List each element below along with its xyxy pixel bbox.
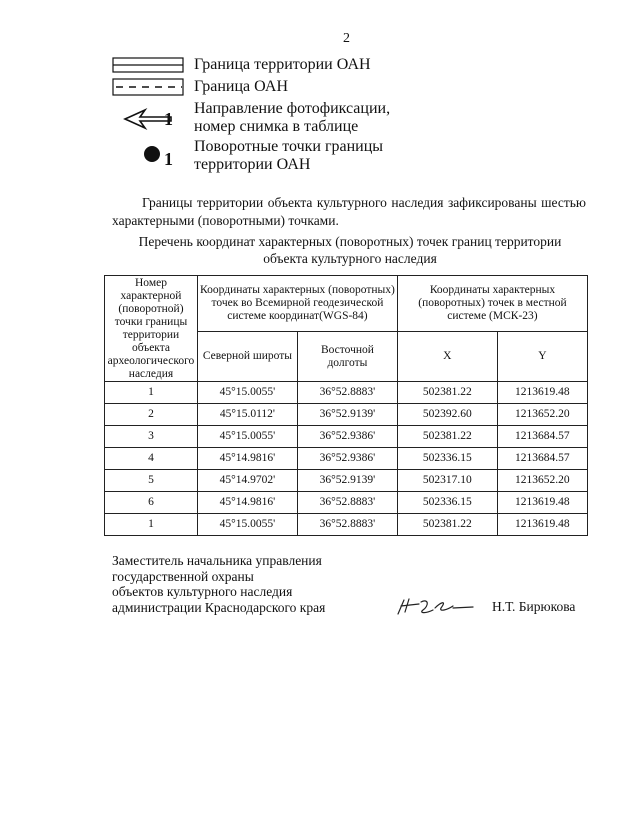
- cell-north: 45°15.0112': [197, 404, 297, 426]
- legend-label: Направление фотофиксации, номер снимка в таблице: [194, 100, 391, 135]
- cell-point: 2: [105, 404, 198, 426]
- signer-name: Н.Т. Бирюкова: [492, 599, 576, 614]
- cell-y: 1213684.57: [497, 448, 587, 470]
- cell-point: 1: [105, 514, 198, 536]
- header-point-number: Номер характерной (поворотной) точки границы территории объекта археологического наследия: [105, 276, 198, 382]
- double-line-icon: [112, 54, 184, 78]
- cell-x: 502336.15: [397, 492, 497, 514]
- cell-east: 36°52.8883': [297, 492, 397, 514]
- cell-y: 1213619.48: [497, 382, 587, 404]
- cell-east: 36°52.9386': [297, 448, 397, 470]
- signatory-title-line: объектов культурного наследия: [112, 584, 293, 599]
- cell-north: 45°15.0055': [197, 426, 297, 448]
- cell-point: 5: [105, 470, 198, 492]
- signatory-title-line: администрации Краснодарского края: [112, 599, 326, 615]
- signatory-title: [112, 553, 325, 615]
- table-row: [105, 426, 588, 448]
- cell-x: 502392.60: [397, 404, 497, 426]
- table-row: [105, 492, 588, 514]
- header-x: X: [397, 332, 497, 382]
- cell-north: 45°14.9816': [197, 448, 297, 470]
- arrow-left-icon: [112, 108, 184, 130]
- cell-point: 1: [105, 382, 198, 404]
- cell-east: 36°52.9139': [297, 470, 397, 492]
- legend-label: Граница ОАН: [194, 78, 288, 95]
- header-y: Y: [497, 332, 587, 382]
- cell-x: 502381.22: [397, 426, 497, 448]
- cell-east: 36°52.9386': [297, 426, 397, 448]
- boundary-paragraph: Границы территории объекта культурного наследия зафиксированы шестью характерными (поворотными) точками.: [112, 195, 586, 228]
- cell-point: 4: [105, 448, 198, 470]
- header-north-latitude: Северной широты: [197, 332, 297, 382]
- cell-east: 36°52.9139': [297, 404, 397, 426]
- table-row: [105, 382, 588, 404]
- table-row: [105, 470, 588, 492]
- table-caption: Перечень координат характерных (поворотных) точек границ территории объекта культурного наследия: [138, 234, 562, 266]
- signatory-title-line: Заместитель начальника управления: [112, 553, 322, 568]
- signatory-title-line: государственной охраны: [112, 568, 254, 584]
- legend-label: Поворотные точки границы территории ОАН: [194, 138, 384, 173]
- cell-x: 502381.22: [397, 514, 497, 536]
- cell-x: 502336.15: [397, 448, 497, 470]
- legend-label: Граница территории ОАН: [194, 56, 371, 73]
- cell-east: 36°52.8883': [297, 382, 397, 404]
- cell-y: 1213684.57: [497, 426, 587, 448]
- photo-number: 1: [164, 109, 173, 129]
- cell-east: 36°52.8883': [297, 514, 397, 536]
- dashed-line-icon: [112, 76, 184, 100]
- cell-x: 502317.10: [397, 470, 497, 492]
- cell-point: 3: [105, 426, 198, 448]
- cell-y: 1213619.48: [497, 514, 587, 536]
- coordinates-table: [104, 275, 588, 536]
- table-row: [105, 514, 588, 536]
- table-row: [105, 404, 588, 426]
- header-wgs84: Координаты характерных (поворотных) точек во Всемирной геодезической системе координат(WGS-84): [197, 276, 397, 332]
- cell-north: 45°14.9702': [197, 470, 297, 492]
- filled-circle-icon: [140, 142, 164, 166]
- cell-x: 502381.22: [397, 382, 497, 404]
- handwritten-signature: [395, 596, 475, 618]
- table-row: [105, 448, 588, 470]
- header-east-longitude: Восточной долготы: [297, 332, 397, 382]
- point-number: 1: [164, 149, 173, 169]
- cell-y: 1213619.48: [497, 492, 587, 514]
- cell-y: 1213652.20: [497, 404, 587, 426]
- page-number: 2: [343, 31, 350, 46]
- cell-point: 6: [105, 492, 198, 514]
- cell-north: 45°15.0055': [197, 382, 297, 404]
- cell-north: 45°14.9816': [197, 492, 297, 514]
- cell-north: 45°15.0055': [197, 514, 297, 536]
- cell-y: 1213652.20: [497, 470, 587, 492]
- header-msk23: Координаты характерных (поворотных) точек в местной системе (МСК-23): [397, 276, 587, 332]
